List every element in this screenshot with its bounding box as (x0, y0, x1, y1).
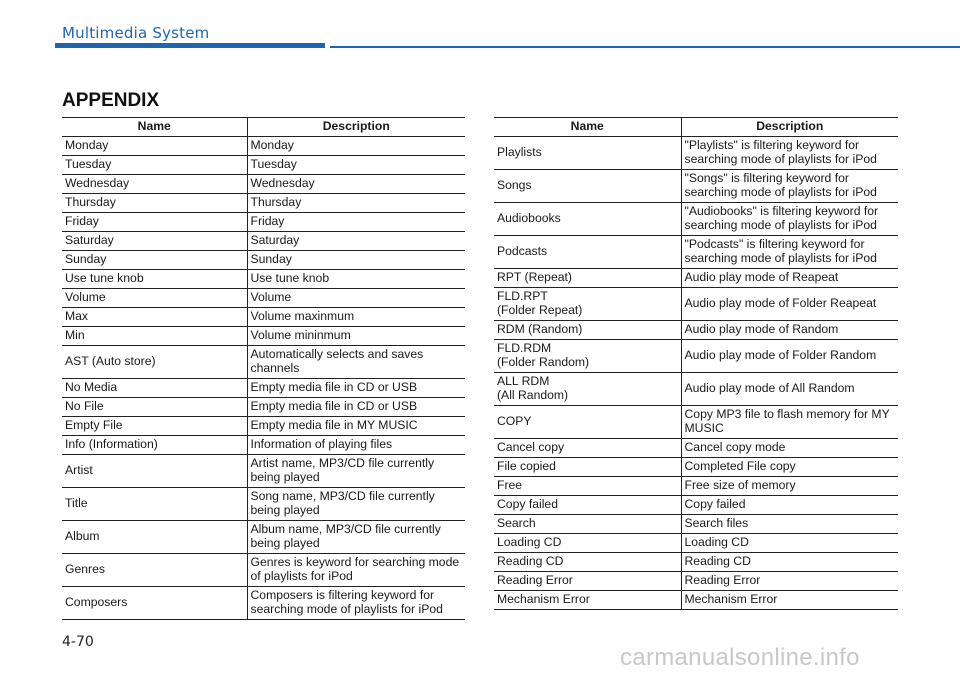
row-description: "Playlists" is filtering keyword for searching mode of playlists for iPod (681, 137, 898, 170)
row-description: Artist name, MP3/CD file currently being played (247, 455, 465, 488)
row-name: Loading CD (494, 534, 681, 553)
row-name: Free (494, 477, 681, 496)
table-row (62, 308, 465, 327)
table-row (62, 379, 465, 398)
row-name: Album (62, 521, 247, 554)
row-name: Use tune knob (62, 270, 247, 289)
row-description: Genres is keyword for searching mode of playlists for iPod (247, 554, 465, 587)
table-row (62, 194, 465, 213)
column-header-description: Description (247, 118, 465, 137)
page-heading: APPENDIX (62, 90, 160, 111)
row-description: Search files (681, 515, 898, 534)
table-row (62, 327, 465, 346)
row-name: RDM (Random) (494, 321, 681, 340)
row-description: Volume maxinmum (247, 308, 465, 327)
row-name: File copied (494, 458, 681, 477)
table-row (494, 137, 898, 170)
table-row (494, 269, 898, 288)
row-name: Thursday (62, 194, 247, 213)
row-name: Songs (494, 170, 681, 203)
table-row (62, 554, 465, 587)
row-description: Friday (247, 213, 465, 232)
row-description: Album name, MP3/CD file currently being played (247, 521, 465, 554)
row-description: Tuesday (247, 156, 465, 175)
table-row (62, 137, 465, 156)
row-description: Empty media file in CD or USB (247, 398, 465, 417)
row-name: No Media (62, 379, 247, 398)
appendix-table-left (62, 117, 465, 620)
row-name: RPT (Repeat) (494, 269, 681, 288)
row-description: Composers is filtering keyword for searching mode of playlists for iPod (247, 587, 465, 620)
row-name: Cancel copy (494, 439, 681, 458)
row-description: Use tune knob (247, 270, 465, 289)
row-name: Copy failed (494, 496, 681, 515)
table-row (494, 534, 898, 553)
table-row (494, 439, 898, 458)
row-name: Sunday (62, 251, 247, 270)
row-description: Loading CD (681, 534, 898, 553)
table-row (62, 436, 465, 455)
row-description: Cancel copy mode (681, 439, 898, 458)
table-row (494, 477, 898, 496)
table-row (494, 553, 898, 572)
table-row (62, 587, 465, 620)
row-name: Saturday (62, 232, 247, 251)
row-name: Monday (62, 137, 247, 156)
table-row (62, 156, 465, 175)
table-row (62, 455, 465, 488)
row-description: Monday (247, 137, 465, 156)
header-rule-thick (55, 43, 325, 48)
row-name: ALL RDM (All Random) (494, 373, 681, 406)
row-description: Audio play mode of All Random (681, 373, 898, 406)
table-row (494, 515, 898, 534)
table-row (494, 591, 898, 610)
row-description: Audio play mode of Random (681, 321, 898, 340)
table-row (494, 340, 898, 373)
row-name: Reading CD (494, 553, 681, 572)
row-name: Max (62, 308, 247, 327)
row-description: "Audiobooks" is filtering keyword for searching mode of playlists for iPod (681, 203, 898, 236)
table-row (494, 373, 898, 406)
row-name: Genres (62, 554, 247, 587)
page-number: 4-70 (62, 634, 94, 650)
table-row (62, 289, 465, 308)
table-row (494, 236, 898, 269)
row-name: FLD.RDM (Folder Random) (494, 340, 681, 373)
table-row (62, 521, 465, 554)
row-description: Sunday (247, 251, 465, 270)
row-name: Empty File (62, 417, 247, 436)
row-name: AST (Auto store) (62, 346, 247, 379)
row-name: Podcasts (494, 236, 681, 269)
table-row (62, 213, 465, 232)
row-name: Wednesday (62, 175, 247, 194)
row-name: Volume (62, 289, 247, 308)
row-description: Mechanism Error (681, 591, 898, 610)
row-description: Empty media file in CD or USB (247, 379, 465, 398)
row-description: Free size of memory (681, 477, 898, 496)
row-description: Saturday (247, 232, 465, 251)
row-name: No File (62, 398, 247, 417)
table-row (62, 346, 465, 379)
table-row (494, 288, 898, 321)
row-description: Audio play mode of Folder Random (681, 340, 898, 373)
row-description: Automatically selects and saves channels (247, 346, 465, 379)
row-description: Copy failed (681, 496, 898, 515)
table-row (494, 496, 898, 515)
row-name: Friday (62, 213, 247, 232)
column-header-description: Description (681, 118, 898, 137)
row-description: Completed File copy (681, 458, 898, 477)
row-description: Song name, MP3/CD file currently being played (247, 488, 465, 521)
row-name: Composers (62, 587, 247, 620)
row-description: Wednesday (247, 175, 465, 194)
row-description: Copy MP3 file to flash memory for MY MUSIC (681, 406, 898, 439)
table-row (494, 170, 898, 203)
table-row (494, 572, 898, 591)
row-name: Artist (62, 455, 247, 488)
table-row (494, 321, 898, 340)
table-row (62, 417, 465, 436)
row-description: Audio play mode of Folder Reapeat (681, 288, 898, 321)
row-name: Mechanism Error (494, 591, 681, 610)
row-description: Empty media file in MY MUSIC (247, 417, 465, 436)
row-description: "Podcasts" is filtering keyword for searching mode of playlists for iPod (681, 236, 898, 269)
row-description: Thursday (247, 194, 465, 213)
column-header-name: Name (62, 118, 247, 137)
row-description: Audio play mode of Reapeat (681, 269, 898, 288)
row-description: Reading CD (681, 553, 898, 572)
column-header-name: Name (494, 118, 681, 137)
row-description: Volume mininmum (247, 327, 465, 346)
table-row (62, 270, 465, 289)
row-name: Title (62, 488, 247, 521)
row-name: Tuesday (62, 156, 247, 175)
section-title: Multimedia System (62, 24, 210, 42)
table-row (494, 203, 898, 236)
table-row (62, 398, 465, 417)
row-description: "Songs" is filtering keyword for searching mode of playlists for iPod (681, 170, 898, 203)
row-name: Reading Error (494, 572, 681, 591)
row-description: Volume (247, 289, 465, 308)
row-name: Search (494, 515, 681, 534)
row-name: Audiobooks (494, 203, 681, 236)
row-name: Min (62, 327, 247, 346)
table-row (494, 458, 898, 477)
row-name: Info (Information) (62, 436, 247, 455)
table-row (62, 251, 465, 270)
row-description: Reading Error (681, 572, 898, 591)
row-name: Playlists (494, 137, 681, 170)
table-row (494, 406, 898, 439)
row-description: Information of playing files (247, 436, 465, 455)
table-row (62, 175, 465, 194)
watermark: carmanualsonline.info (620, 644, 860, 671)
row-name: COPY (494, 406, 681, 439)
table-row (62, 488, 465, 521)
appendix-table-right (494, 117, 898, 610)
row-name: FLD.RPT (Folder Repeat) (494, 288, 681, 321)
table-row (62, 232, 465, 251)
header-rule-thin (330, 46, 960, 48)
